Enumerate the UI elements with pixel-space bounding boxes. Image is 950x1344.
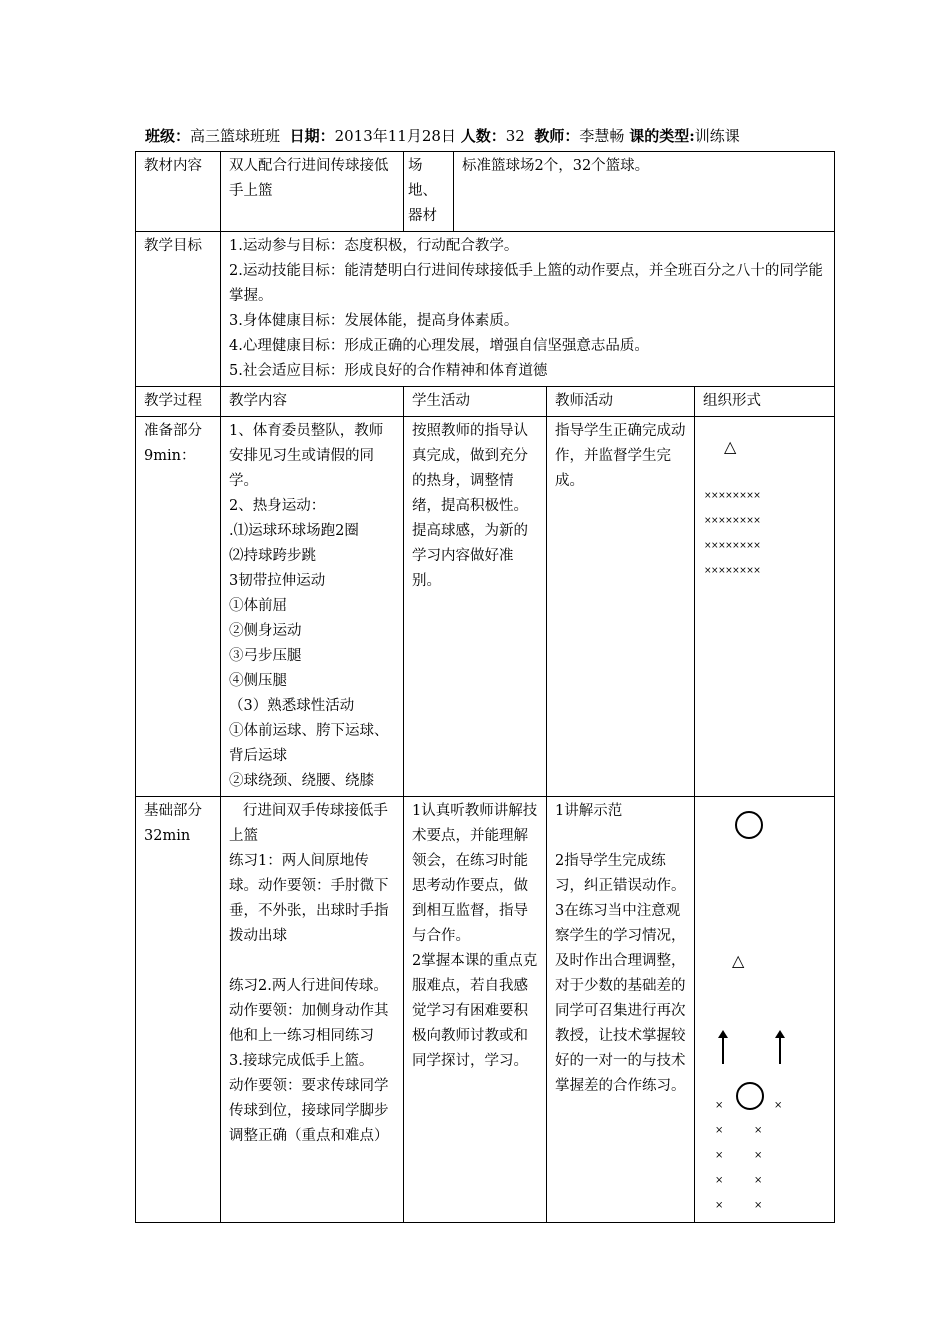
basic-teacher [547,797,695,1223]
student-x-icon: × [715,1150,724,1161]
prep-time: 9min： [144,448,196,464]
prep-student [404,417,547,797]
prep-row [136,417,835,797]
student-x-icon: × [715,1200,724,1211]
column-header: 教学过程 [136,387,221,417]
basic-teacher-line: 1讲解示范 [555,803,623,819]
prep-title: 准备部分 [144,423,202,439]
basic-content-line: 行进间双手传球接低手上篮 [229,803,388,844]
student-x-icon: × [754,1150,763,1161]
class-label: 班级： [145,127,191,145]
date-label: 日期： [289,127,335,145]
student-x-icon: × [754,1175,763,1186]
prep-student-line: 按照教师的指导认真完成，做到充分的热身，调整情绪，提高积极性。 [412,423,528,514]
up-arrow-icon [718,1030,728,1064]
basic-time: 32min [144,828,191,844]
prep-formation-diagram [695,417,834,785]
prep-teacher [547,417,695,797]
student-x-icon: × [715,1175,724,1186]
venue-label-line: 地、 [408,183,437,199]
prep-content-line: （3）熟悉球性活动 [229,698,355,714]
prep-org [695,417,835,797]
class-value: 高三篮球班班 [190,127,281,145]
basic-content-line: 练习1：两人间原地传球。动作要领：手肘微下垂，不外张，出球时手指拨动出球 [229,853,389,944]
goal-item: 1.运动参与目标：态度积极，行动配合教学。 [229,238,519,254]
materials-label: 教材内容 [136,152,221,232]
up-arrow-icon [775,1030,785,1064]
prep-content [221,417,404,797]
goal-item: 5.社会适应目标：形成良好的合作精神和体育道德 [229,363,548,379]
prep-content-line: ①体前运球、胯下运球、背后运球 [229,723,389,764]
column-header-row [136,387,835,417]
column-header: 教师活动 [547,387,695,417]
student-x-icon: × [754,1125,763,1136]
prep-student-line: 提高球感，为新的学习内容做好准别。 [412,523,528,589]
basket-circle-icon [735,811,763,839]
student-x-icon: × [774,1100,783,1111]
basic-student-line: 1认真听教师讲解技术要点，并能理解领会，在练习时能思考动作要点，做到相互监督，指导与合作。 [412,803,538,944]
goal-item: 2.运动技能目标：能清楚明白行进间传球接低手上篮的动作要点，并全班百分之八十的同学能掌握。 [229,263,823,304]
basic-title: 基础部分 [144,803,202,819]
prep-content-line: ④侧压腿 [229,673,287,689]
student-x-icon: × [754,1200,763,1211]
prep-content-line: ②球绕颈、绕腰、绕膝 [229,773,374,789]
basic-content-line: 动作要领：加侧身动作其他和上一练习相同练习 [229,1003,389,1044]
basic-student [404,797,547,1223]
type-label: 课的类型: [629,127,695,145]
prep-content-line: 3韧带拉伸运动 [229,573,326,589]
goals-row [136,232,835,387]
basic-row [136,797,835,1223]
type-value: 训练课 [694,127,740,145]
venue-label-line: 场 [408,158,423,174]
teacher-triangle-icon: △ [724,437,737,456]
basic-formation-diagram [695,797,834,1219]
basic-content-line: 3.接球完成低手上篮。 [229,1053,374,1069]
date-value: 2013年11月28日 [334,127,456,145]
prep-content-line: ①体前屈 [229,598,287,614]
student-row: ×××××××× [704,516,761,526]
column-header: 教学内容 [221,387,404,417]
student-x-icon: × [715,1125,724,1136]
teacher-label: 教师： [534,127,580,145]
student-row: ×××××××× [704,541,761,551]
prep-content-line: 1、体育委员整队，教师安排见习生或请假的同学。 [229,423,384,489]
prep-content-line: 2、热身运动： [229,498,326,514]
count-label: 人数： [460,127,506,145]
prep-content-line: ③弓步压腿 [229,648,302,664]
count-value: 32 [505,127,525,145]
student-x-icon: × [715,1100,724,1111]
basic-org [695,797,835,1223]
venue-value: 标准篮球场2个，32个篮球。 [454,152,835,232]
basic-content-line: 练习2.两人行进间传球。 [229,978,388,994]
goals-label: 教学目标 [136,232,221,387]
basic-teacher-line: 2指导学生完成练习，纠正错误动作。 [555,853,686,894]
column-header: 组织形式 [695,387,835,417]
goals-list [221,232,835,387]
student-row: ×××××××× [704,566,761,576]
teacher-value: 李慧畅 [579,127,625,145]
prep-label [136,417,221,797]
prep-content-line: ⑵持球跨步跳 [229,548,316,564]
venue-label-line: 器材 [408,208,437,224]
materials-content: 双人配合行进间传球接低手上篮 [221,152,404,232]
prep-content-line: .⑴运球环球场跑2圈 [229,523,359,539]
goal-item: 3.身体健康目标：发展体能，提高身体素质。 [229,313,519,329]
basic-label [136,797,221,1223]
basic-teacher-line: 3在练习当中注意观察学生的学习情况，及时作出合理调整，对于少数的基础差的同学可召集进行再次教授，让技术掌握较好的一对一的与技术掌握差的合作练习。 [555,903,686,1094]
basket-circle-icon [736,1082,764,1110]
lesson-plan-table [135,151,835,1223]
basic-content-spacer [229,949,395,974]
goal-item: 4.心理健康目标：形成正确的心理发展，增强自信坚强意志品质。 [229,338,649,354]
basic-student-line: 2掌握本课的重点克服难点，若自我感觉学习有困难要积极向教师讨教或和同学探讨，学习。 [412,953,538,1069]
student-row: ×××××××× [704,491,761,501]
basic-teacher-spacer [555,824,686,849]
prep-content-line: ②侧身运动 [229,623,302,639]
teacher-triangle-icon: △ [732,951,745,970]
materials-row [136,152,835,232]
lesson-header [145,127,845,145]
column-header: 学生活动 [404,387,547,417]
venue-label [404,152,454,232]
prep-teacher-line: 指导学生正确完成动作，并监督学生完成。 [555,423,686,489]
basic-content [221,797,404,1223]
basic-content-line: 动作要领：要求传球同学传球到位，接球同学脚步调整正确（重点和难点） [229,1078,389,1144]
